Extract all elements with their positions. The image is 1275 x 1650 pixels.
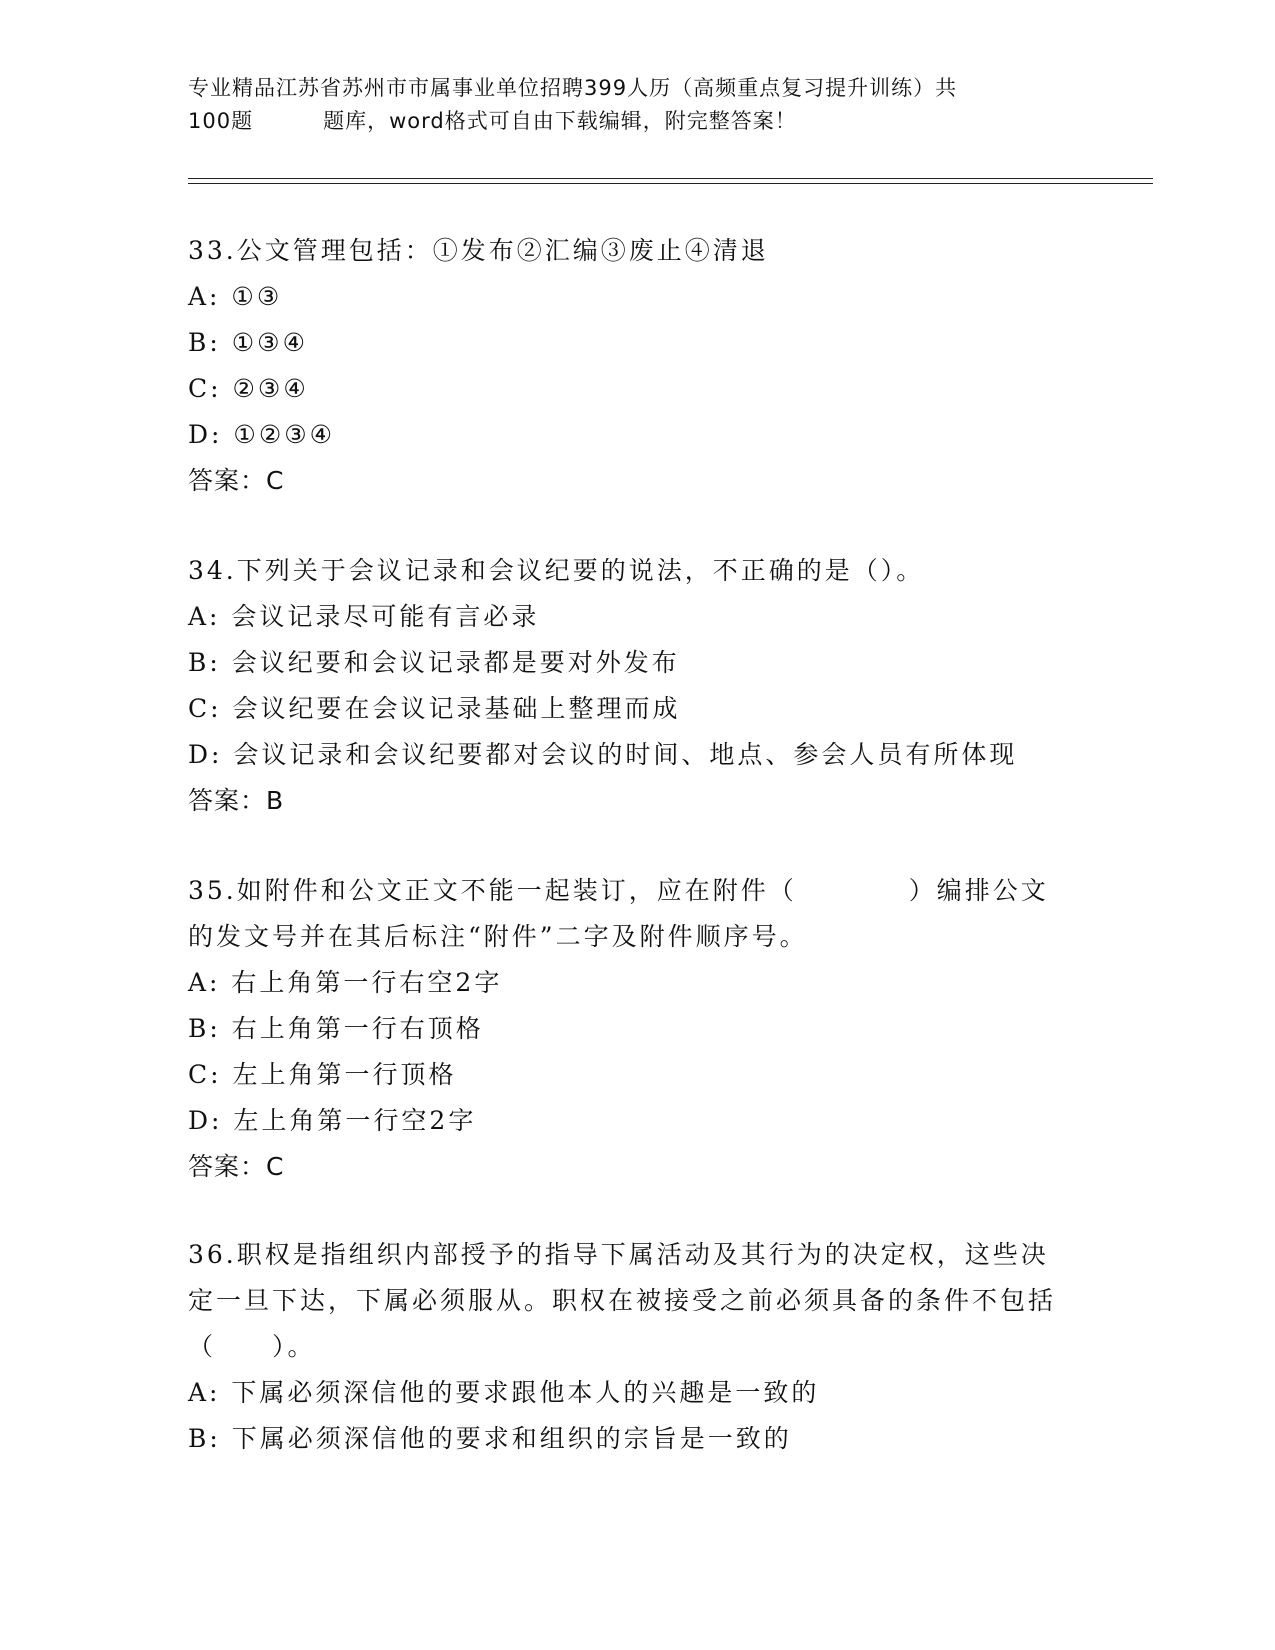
option-b: B: 下属必须深信他的要求和组织的宗旨是一致的 (188, 1424, 792, 1453)
question-stem: 34.下列关于会议记录和会议纪要的说法，不正确的是（）。 (188, 556, 925, 585)
answer-text: 答案：B (188, 786, 285, 815)
option-b: B: ①③④ (188, 328, 308, 357)
option-a: A: 会议记录尽可能有言必录 (188, 602, 540, 631)
option-a: A: 右上角第一行右空2字 (188, 968, 503, 997)
question-stem: 33.公文管理包括：①发布②汇编③废止④清退 (188, 236, 769, 265)
option-b: B: 右上角第一行右顶格 (188, 1014, 484, 1043)
option-d: D: ①②③④ (188, 420, 336, 449)
header-title-rest: 题库，word格式可自由下载编辑，附完整答案！ (323, 109, 797, 133)
option-c: C: ②③④ (188, 374, 309, 403)
question-stem: 36.职权是指组织内部授予的指导下属活动及其行为的决定权，这些决定一旦下达，下属必须服从。职权在被接受之前必须具备的条件不包括（ ）。 (188, 1240, 1057, 1361)
option-d: D: 会议记录和会议纪要都对会议的时间、地点、参会人员有所体现 (188, 740, 1018, 769)
question-stem: 35.如附件和公文正文不能一起装订，应在附件（ ）编排公文的发文号并在其后标注“附件”二字及附件顺序号。 (188, 876, 1049, 951)
question-34 (188, 548, 1068, 824)
question-36 (188, 1232, 1068, 1462)
header-title-line2 (188, 105, 1068, 138)
answer-text: 答案：C (188, 1152, 285, 1181)
option-d: D: 左上角第一行空2字 (188, 1106, 477, 1135)
header-title-line1: 专业精品江苏省苏州市市属事业单位招聘399人历（高频重点复习提升训练）共 (188, 76, 958, 100)
header-question-count: 100题 (188, 109, 254, 133)
option-c: C: 会议纪要在会议记录基础上整理而成 (188, 694, 681, 723)
header-divider-top (188, 178, 1153, 179)
question-35 (188, 868, 1068, 1190)
question-33 (188, 228, 1068, 504)
document-header (188, 72, 1068, 138)
option-c: C: 左上角第一行顶格 (188, 1060, 457, 1089)
header-divider-bottom (188, 183, 1153, 184)
option-a: A: ①③ (188, 282, 283, 311)
option-a: A: 下属必须深信他的要求跟他本人的兴趣是一致的 (188, 1378, 820, 1407)
answer-text: 答案：C (188, 466, 285, 495)
option-b: B: 会议纪要和会议记录都是要对外发布 (188, 648, 680, 677)
